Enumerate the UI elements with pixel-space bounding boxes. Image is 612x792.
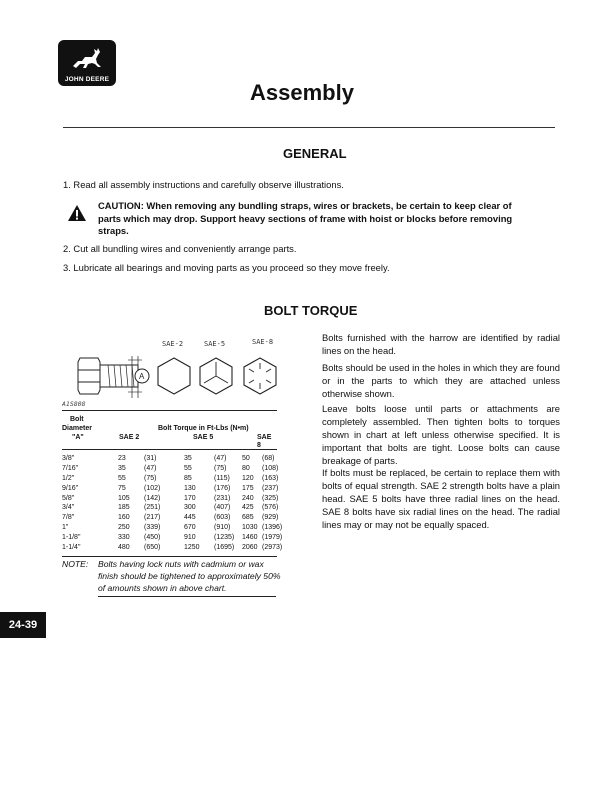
cell-sae2-nm: (142) — [144, 494, 161, 502]
cell-sae5: 910 — [184, 534, 196, 542]
page-number-tab: 24-39 — [0, 612, 46, 638]
cell-sae8-nm: (237) — [262, 484, 279, 492]
bolt-paragraph-1: Bolts furnished with the harrow are identified by radial lines on the head. — [322, 332, 560, 356]
cell-sae8: 1460 — [242, 534, 258, 542]
cell-sae2: 35 — [118, 464, 126, 472]
torque-table-body — [62, 455, 283, 554]
cell-sae8-nm: (929) — [262, 514, 279, 522]
cell-sae2-nm: (650) — [144, 544, 161, 552]
table-row — [62, 504, 277, 514]
cell-diameter: 7/8" — [62, 514, 75, 522]
sae-2-head-icon — [158, 358, 190, 394]
sae-5-head-icon — [200, 358, 232, 394]
note-label: NOTE: — [62, 559, 89, 569]
cell-sae2: 55 — [118, 474, 126, 482]
cell-sae8-nm: (68) — [262, 455, 275, 462]
cell-sae8-nm: (1396) — [262, 524, 283, 532]
cell-sae8-nm: (108) — [262, 464, 279, 472]
cell-sae8: 425 — [242, 504, 254, 512]
note-text: Bolts having lock nuts with cadmium or wax finish should be tightened to approximately 50% of amounts shown in above chart. — [98, 559, 281, 593]
caution-line: straps. — [98, 225, 129, 237]
cell-sae8: 2060 — [242, 544, 258, 552]
sae-8-head-icon — [244, 358, 276, 394]
cell-sae5-nm: (47) — [214, 455, 227, 462]
logo-text: JOHN DEERE — [64, 76, 110, 83]
table-row — [62, 544, 283, 554]
sae-8-label: SAE-8 — [252, 338, 274, 346]
bolt-paragraph-2: Bolts should be used in the holes in which they are found or in the parts to which they are attached unless otherwise shown. — [322, 362, 560, 399]
cell-sae5: 55 — [184, 464, 192, 472]
cell-diameter: 5/8" — [62, 494, 75, 502]
instruction-item-1: 1. Read all assembly instructions and carefully observe illustrations. — [63, 179, 344, 190]
section-heading-general: GENERAL — [283, 146, 347, 161]
cell-sae8: 1030 — [242, 524, 258, 532]
cell-diameter: 3/4" — [62, 504, 75, 512]
cell-sae2-nm: (251) — [144, 504, 161, 512]
cell-sae8: 685 — [242, 514, 254, 522]
caution-line: parts which may drop. Support heavy sections of frame with hoist or blocks before removing — [98, 212, 513, 224]
table-row — [62, 485, 277, 495]
cell-sae2: 160 — [118, 514, 130, 522]
table-top-rule — [62, 410, 277, 411]
table-row — [62, 495, 277, 505]
cell-sae5-nm: (910) — [214, 524, 231, 532]
header-divider — [63, 127, 555, 128]
cell-sae2: 185 — [118, 504, 130, 512]
cell-diameter: 1" — [62, 524, 69, 532]
deer-icon — [70, 46, 104, 72]
cell-sae8-nm: (1979) — [262, 534, 283, 542]
cell-sae2: 330 — [118, 534, 130, 542]
sae-2-label: SAE-2 — [162, 340, 184, 348]
cell-diameter: 1-1/8" — [62, 534, 81, 542]
instruction-item-2: 2. Cut all bundling wires and conveniently arrange parts. — [63, 243, 297, 254]
table-row — [62, 524, 283, 534]
col-sae2-label: SAE 2 — [119, 434, 140, 441]
cell-diameter: 9/16" — [62, 484, 79, 492]
cell-sae8: 120 — [242, 474, 254, 482]
caution-line: CAUTION: When removing any bundling straps, wires or brackets, be certain to keep clear of — [98, 200, 512, 211]
cell-sae8: 240 — [242, 494, 254, 502]
cell-sae2: 480 — [118, 544, 130, 552]
table-row — [62, 475, 277, 485]
warning-triangle-icon — [67, 204, 87, 222]
cell-sae2-nm: (102) — [144, 484, 161, 492]
john-deere-logo — [58, 40, 116, 86]
bolt-paragraph-3: Leave bolts loose until parts or attachments are completely assembled. Then tighten bolts to torques shown in chart at left unless otherwise specified. It is important that bolts are tight. Loose bolts can cause breakage of parts. — [322, 403, 560, 466]
cell-sae5-nm: (1235) — [214, 534, 235, 542]
cell-sae8-nm: (2973) — [262, 544, 283, 552]
cell-diameter: 1-1/4" — [62, 544, 81, 552]
page-title: Assembly — [250, 80, 354, 105]
cell-sae5-nm: (1695) — [214, 544, 235, 552]
cell-sae2-nm: (450) — [144, 534, 161, 542]
cell-sae5: 1250 — [184, 544, 200, 552]
caution-text — [98, 200, 558, 238]
cell-sae8: 80 — [242, 464, 250, 472]
cell-sae2-nm: (217) — [144, 514, 161, 522]
cell-diameter: 7/16" — [62, 464, 79, 472]
bolt-paragraph-4: If bolts must be replaced, be certain to replace them with bolts of equal strength. SAE 2 strength bolts have a plain head. SAE 5 bolts have three radial lines on the head. SAE 8 bolts have six radial lines on the head. The radial lines may or may not be equally spaced. — [322, 467, 560, 530]
cell-diameter: 3/8" — [62, 455, 75, 462]
torque-table-header — [62, 414, 277, 448]
dimension-a-label: A — [139, 372, 145, 381]
cell-sae8-nm: (163) — [262, 474, 279, 482]
col-sae5-label: SAE 5 — [193, 434, 214, 441]
cell-sae5: 300 — [184, 504, 196, 512]
cell-sae5-nm: (603) — [214, 514, 231, 522]
col-torque-title: Bolt Torque in Ft-Lbs (N•m) — [158, 425, 249, 432]
cell-sae8-nm: (576) — [262, 504, 279, 512]
cell-diameter: 1/2" — [62, 474, 75, 482]
cell-sae5: 170 — [184, 494, 196, 502]
cell-sae2: 105 — [118, 494, 130, 502]
cell-sae5: 35 — [184, 455, 192, 462]
cell-sae8: 50 — [242, 455, 250, 462]
cell-sae5-nm: (75) — [214, 464, 227, 472]
figure-code: A1S808 — [62, 400, 86, 408]
table-row — [62, 534, 283, 544]
col-a-label: "A" — [72, 434, 84, 441]
cell-sae5: 85 — [184, 474, 192, 482]
cell-sae5: 670 — [184, 524, 196, 532]
cell-sae8: 175 — [242, 484, 254, 492]
table-row — [62, 465, 277, 475]
table-header-rule — [62, 449, 277, 450]
cell-sae5-nm: (231) — [214, 494, 231, 502]
cell-sae8-nm: (325) — [262, 494, 279, 502]
table-row — [62, 514, 277, 524]
col-diameter-label: Diameter — [62, 425, 92, 432]
col-bolt-label: Bolt — [70, 416, 84, 423]
note-bottom-rule — [98, 596, 276, 597]
bolt-grade-diagram — [62, 332, 282, 410]
instruction-item-3: 3. Lubricate all bearings and moving parts as you proceed so they move freely. — [63, 262, 390, 273]
cell-sae2: 23 — [118, 455, 126, 462]
cell-sae2-nm: (339) — [144, 524, 161, 532]
cell-sae2-nm: (75) — [144, 474, 157, 482]
table-row — [62, 455, 277, 465]
cell-sae5-nm: (407) — [214, 504, 231, 512]
note-top-rule — [62, 556, 277, 557]
cell-sae2: 75 — [118, 484, 126, 492]
section-heading-bolt-torque: BOLT TORQUE — [264, 303, 358, 318]
cell-sae5-nm: (115) — [214, 474, 230, 482]
cell-sae2-nm: (31) — [144, 455, 157, 462]
cell-sae5-nm: (176) — [214, 484, 231, 492]
cell-sae2: 250 — [118, 524, 130, 532]
cell-sae2-nm: (47) — [144, 464, 157, 472]
cell-sae5: 445 — [184, 514, 196, 522]
cell-sae5: 130 — [184, 484, 196, 492]
sae-5-label: SAE-5 — [204, 340, 226, 348]
col-sae8-label: SAE 8 — [257, 434, 272, 449]
